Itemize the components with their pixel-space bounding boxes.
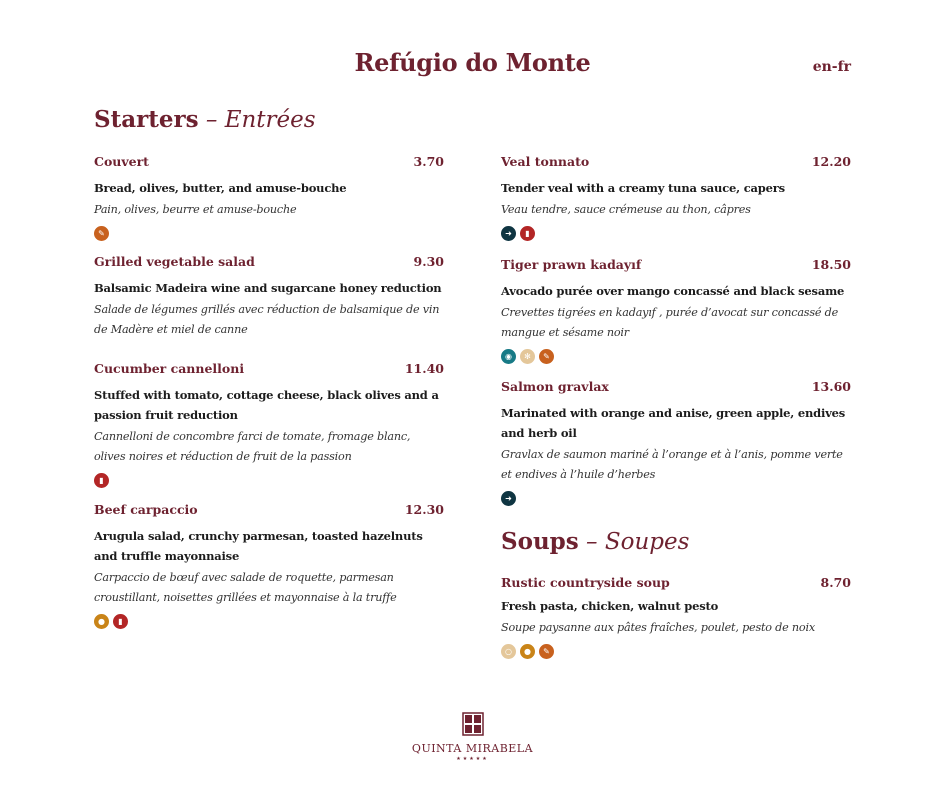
item-price: 3.70 (413, 154, 444, 169)
item-name: Beef carpaccio (94, 502, 198, 517)
brand-logo (0, 712, 945, 762)
menu-item (501, 379, 851, 506)
item-description: Tender veal with a creamy tuna sauce, capers (501, 181, 785, 195)
item-name: Couvert (94, 154, 149, 169)
menu-item (94, 254, 444, 340)
page-title: Refúgio do Monte (354, 48, 591, 77)
wheat-icon: ✎ (94, 226, 109, 241)
item-description-fr: Soupe paysanne aux pâtes fraîches, poulet, pesto de noix (501, 621, 815, 634)
section-heading-soups: Soups – Soupes (501, 528, 690, 555)
section-title-en: Starters (94, 106, 199, 133)
item-description-fr: Veau tendre, sauce crémeuse au thon, câpres (501, 203, 751, 216)
menu-item (94, 154, 444, 241)
menu-item (501, 575, 851, 659)
wheat-icon: ✎ (539, 349, 554, 364)
item-description: Arugula salad, crunchy parmesan, toasted hazelnuts and truffle mayonnaise (94, 529, 423, 563)
milk-icon: ▮ (94, 473, 109, 488)
shrimp-icon: ◉ (501, 349, 516, 364)
menu-item (94, 502, 444, 629)
item-name: Grilled vegetable salad (94, 254, 255, 269)
item-price: 11.40 (404, 361, 444, 376)
item-description: Fresh pasta, chicken, walnut pesto (501, 599, 719, 613)
item-description-fr: Salade de légumes grillés avec réduction de balsamique de vin de Madère et miel de canne (94, 303, 440, 336)
section-heading-starters: Starters – Entrées (94, 106, 316, 133)
milk-icon: ▮ (520, 226, 535, 241)
menu-item (501, 257, 851, 364)
item-price: 12.20 (811, 154, 851, 169)
milk-icon: ▮ (113, 614, 128, 629)
item-price: 12.30 (404, 502, 444, 517)
item-description-fr: Pain, olives, beurre et amuse-bouche (94, 203, 297, 216)
egg-icon: ○ (501, 644, 516, 659)
nut-icon: ● (94, 614, 109, 629)
language-toggle[interactable]: en-fr (812, 59, 851, 75)
item-name: Cucumber cannelloni (94, 361, 245, 376)
item-description: Marinated with orange and anise, green apple, endives and herb oil (501, 406, 846, 440)
item-description: Avocado purée over mango concassé and black sesame (501, 284, 845, 298)
wheat-icon: ✎ (539, 644, 554, 659)
brand-name: QUINTA MIRABELA (411, 742, 534, 755)
menu-item (501, 154, 851, 241)
section-title-en: Soups (501, 528, 579, 555)
item-price: 8.70 (820, 575, 851, 590)
item-description-fr: Crevettes tigrées en kadayıf , purée d’avocat sur concassé de mangue et sésame noir (501, 306, 839, 339)
item-name: Salmon gravlax (501, 379, 609, 394)
sesame-icon: ✻ (520, 349, 535, 364)
section-title-fr: Entrées (224, 107, 316, 133)
menu-item (94, 361, 444, 488)
item-description: Balsamic Madeira wine and sugarcane honey reduction (94, 281, 442, 295)
brand-stars: ★★★★★ (456, 756, 489, 762)
item-name: Veal tonnato (501, 154, 590, 169)
item-name: Tiger prawn kadayıf (501, 257, 642, 272)
item-price: 18.50 (811, 257, 851, 272)
item-price: 13.60 (811, 379, 851, 394)
nut-icon: ● (520, 644, 535, 659)
item-price: 9.30 (413, 254, 444, 269)
item-description-fr: Carpaccio de bœuf avec salade de roquette, parmesan croustillant, noisettes grillées et mayonnaise à la truffe (94, 571, 397, 604)
item-description: Bread, olives, butter, and amuse-bouche (94, 181, 347, 195)
section-title-fr: Soupes (604, 529, 690, 555)
item-description: Stuffed with tomato, cottage cheese, black olives and a passion fruit reduction (94, 388, 439, 422)
fish-icon: ➜ (501, 491, 516, 506)
item-description-fr: Cannelloni de concombre farci de tomate, fromage blanc, olives noires et réduction de fruit de la passion (94, 430, 411, 463)
crest-icon (462, 712, 484, 736)
fish-icon: ➜ (501, 226, 516, 241)
item-name: Rustic countryside soup (501, 575, 670, 590)
item-description-fr: Gravlax de saumon mariné à l’orange et à l’anis, pomme verte et endives à l’huile d’herbes (501, 448, 843, 481)
